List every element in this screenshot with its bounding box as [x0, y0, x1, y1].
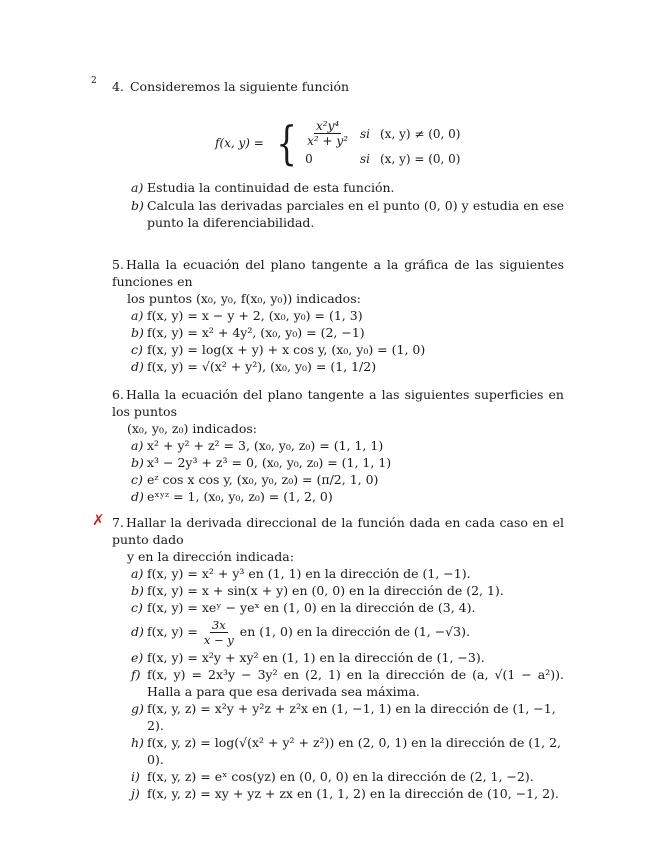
- item-text: f(x, y, z) = xy + yz + zx en (1, 1, 2) en la dirección de (10, −1, 2).: [147, 786, 559, 801]
- exercise-7: [112, 514, 564, 802]
- item-text: Estudia la continuidad de esta función.: [147, 180, 395, 195]
- item-text: eˣʸᶻ = 1, (x₀, y₀, z₀) = (1, 2, 0): [147, 489, 333, 504]
- exercise-statement-line1: Hallar la derivada direccional de la función dada en cada caso en el punto dado: [112, 515, 564, 547]
- list-item: [112, 179, 564, 196]
- piecewise-formula: [215, 115, 461, 170]
- exercise-4-items: [112, 179, 564, 231]
- item-label: c): [131, 600, 143, 615]
- exercise-4: [112, 78, 564, 95]
- item-label: a): [131, 566, 144, 581]
- item-text: f(x, y, z) = log(√(x² + y² + z²)) en (2, 0, 1) en la dirección de (1, 2, 0).: [147, 735, 562, 767]
- item-text: f(x, y, z) = x²y + y²z + z²x en (1, −1, 1) en la dirección de (1, −1, 2).: [147, 701, 556, 733]
- list-item: [112, 768, 564, 785]
- list-item: [112, 197, 564, 231]
- item-text: Calcula las derivadas parciales en el punto (0, 0) y estudia en ese punto la diferenciabilidad.: [147, 198, 564, 230]
- item-fraction: [202, 618, 236, 647]
- list-item: [112, 437, 564, 454]
- case2-value: 0: [305, 152, 313, 166]
- item-label: a): [131, 180, 144, 195]
- item-label: a): [131, 438, 144, 453]
- item-text: x² + y² + z² = 3, (x₀, y₀, z₀) = (1, 1, 1): [147, 438, 384, 453]
- formula-lhs: f(x, y) =: [215, 135, 264, 150]
- exercise-number: 7.: [112, 515, 124, 530]
- item-label: e): [131, 650, 144, 665]
- item-label: b): [131, 325, 144, 340]
- item-label: d): [131, 359, 144, 374]
- case1-fraction: [305, 119, 350, 148]
- item-text: f(x, y, z) = eˣ cos(yz) en (0, 0, 0) en la dirección de (2, 1, −2).: [147, 769, 534, 784]
- list-item: [112, 599, 564, 616]
- list-item: [112, 488, 564, 505]
- item-label: h): [131, 735, 144, 750]
- item-label: i): [131, 769, 140, 784]
- exercise-number: 6.: [112, 387, 124, 402]
- item-label: a): [131, 308, 144, 323]
- list-item: [112, 785, 564, 802]
- list-item: [112, 307, 564, 324]
- case1-condition: (x, y) ≠ (0, 0): [380, 126, 461, 141]
- fraction-numerator: 3x: [211, 618, 226, 632]
- item-text-post: en (1, 0) en la dirección de (1, −√3).: [239, 624, 470, 639]
- exercise-statement-line2: y en la dirección indicada:: [127, 549, 294, 564]
- item-text: f(x, y) = log(x + y) + x cos y, (x₀, y₀) = (1, 0): [147, 342, 426, 357]
- case1-numerator: x²y⁴: [315, 119, 340, 133]
- case2-condition: (x, y) = (0, 0): [380, 152, 461, 166]
- list-item: [112, 565, 564, 582]
- exercise-statement: Consideremos la siguiente función: [129, 79, 350, 94]
- page-number: 2: [91, 76, 97, 86]
- item-text: f(x, y) = x²y + xy² en (1, 1) en la dirección de (1, −3).: [147, 650, 485, 665]
- formula-cases: [305, 119, 460, 166]
- list-item: [112, 616, 564, 649]
- item-text: f(x, y) = x − y + 2, (x₀, y₀) = (1, 3): [147, 308, 363, 323]
- fraction-denominator: x − y: [203, 633, 234, 647]
- item-label: c): [131, 472, 143, 487]
- exercise-statement-line2: los puntos (x₀, y₀, f(x₀, y₀)) indicados:: [127, 291, 361, 306]
- list-item: [112, 734, 564, 768]
- list-item: [112, 666, 564, 700]
- item-label: c): [131, 342, 143, 357]
- list-item: [112, 358, 564, 375]
- case2-si: si: [360, 152, 370, 166]
- item-text: f(x, y) = x + sin(x + y) en (0, 0) en la dirección de (2, 1).: [147, 583, 504, 598]
- item-text: f(x, y) = xeʸ − yeˣ en (1, 0) en la dirección de (3, 4).: [147, 600, 476, 615]
- item-label: f): [131, 667, 141, 682]
- exercise-6: [112, 386, 564, 505]
- list-item: [112, 324, 564, 341]
- item-label: d): [131, 624, 144, 639]
- case1-denominator: x² + y²: [307, 134, 348, 148]
- item-text: f(x, y) = x² + y³ en (1, 1) en la dirección de (1, −1).: [147, 566, 471, 581]
- list-item: [112, 649, 564, 666]
- exercise-statement-line2: (x₀, y₀, z₀) indicados:: [127, 421, 258, 436]
- item-label: b): [131, 198, 144, 213]
- exercise-statement-line1: Halla la ecuación del plano tangente a las siguientes superficies en los puntos: [112, 387, 564, 419]
- exercise-5: [112, 256, 564, 375]
- list-item: [112, 454, 564, 471]
- list-item: [112, 582, 564, 599]
- item-text: f(x, y) = √(x² + y²), (x₀, y₀) = (1, 1/2): [147, 359, 377, 374]
- list-item: [112, 341, 564, 358]
- exercise-statement-line1: Halla la ecuación del plano tangente a la gráfica de las siguientes funciones en: [112, 257, 564, 289]
- exercise-number: 4.: [112, 79, 124, 94]
- list-item: [112, 471, 564, 488]
- item-label: b): [131, 455, 144, 470]
- item-text: f(x, y) = 2x³y − 3y² en (2, 1) en la dirección de (a, √(1 − a²)). Halla a para que esa derivada sea máxima.: [147, 667, 564, 699]
- item-label: d): [131, 489, 144, 504]
- case1-si: si: [360, 126, 370, 141]
- list-item: [112, 700, 564, 734]
- item-text-pre: f(x, y) =: [147, 624, 198, 639]
- item-label: g): [131, 701, 144, 716]
- item-text: f(x, y) = x² + 4y², (x₀, y₀) = (2, −1): [147, 325, 365, 340]
- item-text: eᶻ cos x cos y, (x₀, y₀, z₀) = (π/2, 1, 0): [147, 472, 379, 487]
- item-label: j): [131, 786, 140, 801]
- item-label: b): [131, 583, 144, 598]
- left-brace: {: [276, 115, 297, 170]
- exercise-number: 5.: [112, 257, 124, 272]
- check-mark-icon: ✗: [92, 511, 105, 529]
- item-text: x³ − 2y³ + z³ = 0, (x₀, y₀, z₀) = (1, 1, 1): [147, 455, 392, 470]
